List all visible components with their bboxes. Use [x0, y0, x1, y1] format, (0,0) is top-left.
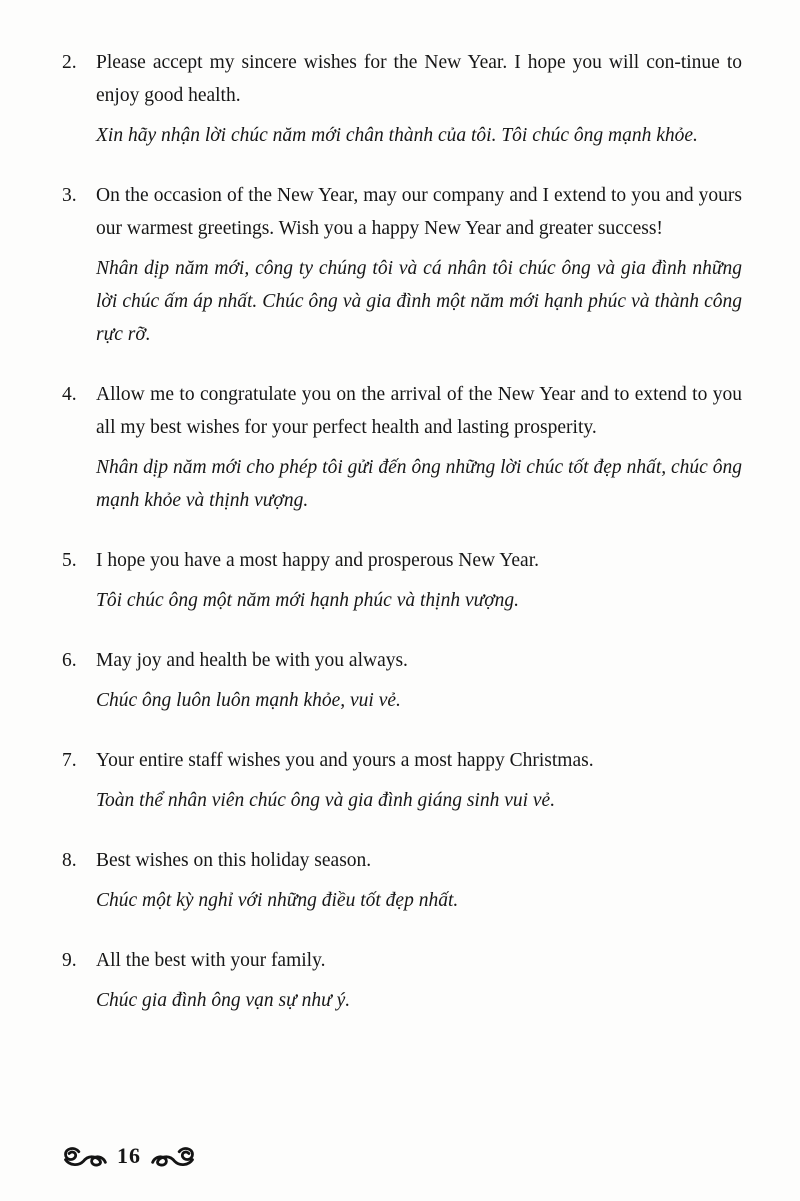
item-body	[96, 844, 742, 917]
list-item	[62, 544, 742, 617]
english-text: Please accept my sincere wishes for the New Year. I hope you will con-tinue to enjoy good health.	[96, 52, 742, 106]
item-body	[96, 544, 742, 617]
list-item	[62, 744, 742, 817]
vietnamese-translation: Tôi chúc ông một năm mới hạnh phúc và thịnh vượng.	[96, 590, 520, 611]
item-body	[96, 46, 742, 152]
list-item	[62, 844, 742, 917]
english-text: All the best with your family.	[96, 950, 326, 971]
english-text: May joy and health be with you always.	[96, 650, 408, 671]
vietnamese-translation: Chúc một kỳ nghỉ với những điều tốt đẹp nhất.	[96, 890, 459, 911]
page-footer	[62, 1145, 196, 1169]
item-number: 5.	[62, 550, 77, 571]
scroll-ornament-right-icon	[150, 1145, 196, 1169]
item-body	[96, 378, 742, 517]
list-item	[62, 46, 742, 152]
item-number: 9.	[62, 950, 77, 971]
vietnamese-translation: Toàn thể nhân viên chúc ông và gia đình giáng sinh vui vẻ.	[96, 790, 556, 811]
item-number: 7.	[62, 750, 77, 771]
list-item	[62, 378, 742, 517]
item-body	[96, 644, 742, 717]
list-item	[62, 944, 742, 1017]
english-text: Your entire staff wishes you and yours a most happy Christmas.	[96, 750, 594, 771]
item-body	[96, 944, 742, 1017]
vietnamese-translation: Chúc ông luôn luôn mạnh khỏe, vui vẻ.	[96, 690, 401, 711]
vietnamese-translation: Chúc gia đình ông vạn sự như ý.	[96, 990, 351, 1011]
vietnamese-translation: Xin hãy nhận lời chúc năm mới chân thành của tôi. Tôi chúc ông mạnh khỏe.	[96, 125, 698, 146]
english-text: On the occasion of the New Year, may our company and I extend to you and yours our warmest greetings. Wish you a happy New Year and greater success!	[96, 185, 742, 239]
item-number: 2.	[62, 52, 77, 73]
english-text: Allow me to congratulate you on the arrival of the New Year and to extend to you all my best wishes for your perfect health and lasting prosperity.	[96, 384, 742, 438]
list-item	[62, 644, 742, 717]
list-item	[62, 179, 742, 351]
vietnamese-translation: Nhân dịp năm mới, công ty chúng tôi và cá nhân tôi chúc ông và gia đình những lời chúc ấm áp nhất. Chúc ông và gia đình một năm mới hạnh phúc và thành công rực rỡ.	[96, 258, 742, 345]
vietnamese-translation: Nhân dịp năm mới cho phép tôi gửi đến ông những lời chúc tốt đẹp nhất, chúc ông mạnh khỏe và thịnh vượng.	[96, 457, 742, 511]
english-text: I hope you have a most happy and prosperous New Year.	[96, 550, 539, 571]
page-number: 16	[117, 1143, 141, 1168]
scroll-ornament-left-icon	[62, 1145, 108, 1169]
item-number: 6.	[62, 650, 77, 671]
item-body	[96, 744, 742, 817]
english-text: Best wishes on this holiday season.	[96, 850, 372, 871]
item-number: 3.	[62, 185, 77, 206]
item-body	[96, 179, 742, 351]
item-number: 4.	[62, 384, 77, 405]
item-number: 8.	[62, 850, 77, 871]
